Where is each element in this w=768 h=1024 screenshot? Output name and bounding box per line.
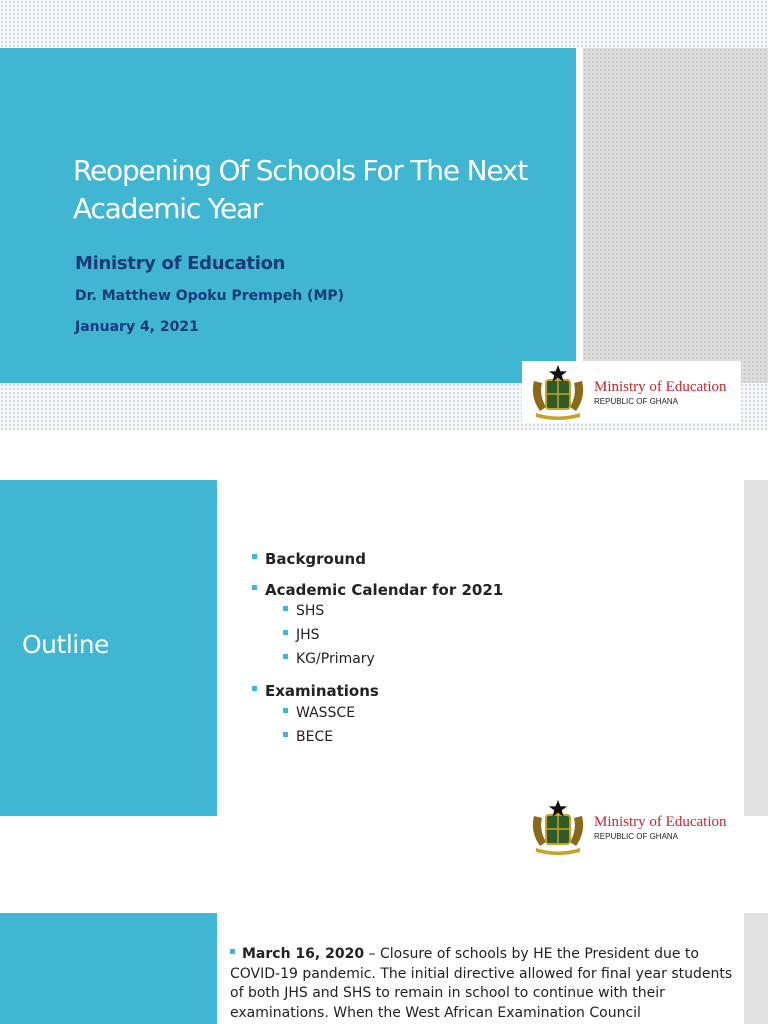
outline-slide — [0, 480, 768, 865]
sub-bullet-bece: BECE — [283, 729, 333, 745]
ministry-logo — [524, 796, 741, 858]
background-paragraph — [230, 945, 736, 1023]
minister-name: Dr. Matthew Opoku Prempeh (MP) — [75, 288, 345, 304]
paragraph-body: – Closure of schools by HE the President due to COVID-19 pandemic. The initial directive allowed for final year students of both JHS and SHS to remain in school to continue with their examinations. When the West African Examination Council — [230, 946, 733, 1021]
dotted-top-strip — [0, 0, 768, 48]
logo-subtitle: REPUBLIC OF GHANA — [594, 831, 679, 841]
logo-title: Ministry of Education — [594, 813, 727, 830]
sub-bullet-wassce: WASSCE — [283, 705, 355, 721]
bullet-marker — [283, 606, 288, 611]
ghana-coat-of-arms-icon — [528, 363, 588, 421]
sub-bullet-shs: SHS — [283, 603, 324, 619]
bullet-examinations: Examinations — [252, 682, 379, 700]
title-slide — [0, 0, 768, 430]
outline-heading: Outline — [22, 630, 109, 659]
bullet-marker — [283, 732, 288, 737]
logo-subtitle: REPUBLIC OF GHANA — [594, 396, 679, 406]
bullet-marker — [283, 630, 288, 635]
slide-title: Reopening Of Schools For The Next Academic Year — [73, 154, 527, 225]
sub-bullet-kg-primary: KG/Primary — [283, 651, 375, 667]
ministry-logo — [522, 361, 741, 423]
bullet-marker — [252, 686, 257, 691]
bullet-marker — [283, 654, 288, 659]
background-slide — [0, 913, 768, 1024]
logo-title: Ministry of Education — [594, 378, 727, 395]
presentation-date: January 4, 2021 — [75, 319, 199, 335]
ministry-name: Ministry of Education — [75, 253, 286, 274]
bullet-marker — [252, 585, 257, 590]
bullet-marker — [252, 554, 257, 559]
side-gray-panel — [583, 48, 768, 383]
ghana-coat-of-arms-icon — [528, 798, 588, 856]
bullet-background: Background — [252, 550, 366, 568]
sub-bullet-jhs: JHS — [283, 627, 320, 643]
side-gray-bar — [744, 913, 768, 1024]
bullet-academic-calendar: Academic Calendar for 2021 — [252, 581, 503, 599]
background-heading-panel — [0, 913, 217, 1024]
paragraph-date: March 16, 2020 — [242, 946, 365, 962]
side-gray-bar — [744, 480, 768, 816]
bullet-marker — [230, 949, 235, 954]
bullet-marker — [283, 708, 288, 713]
